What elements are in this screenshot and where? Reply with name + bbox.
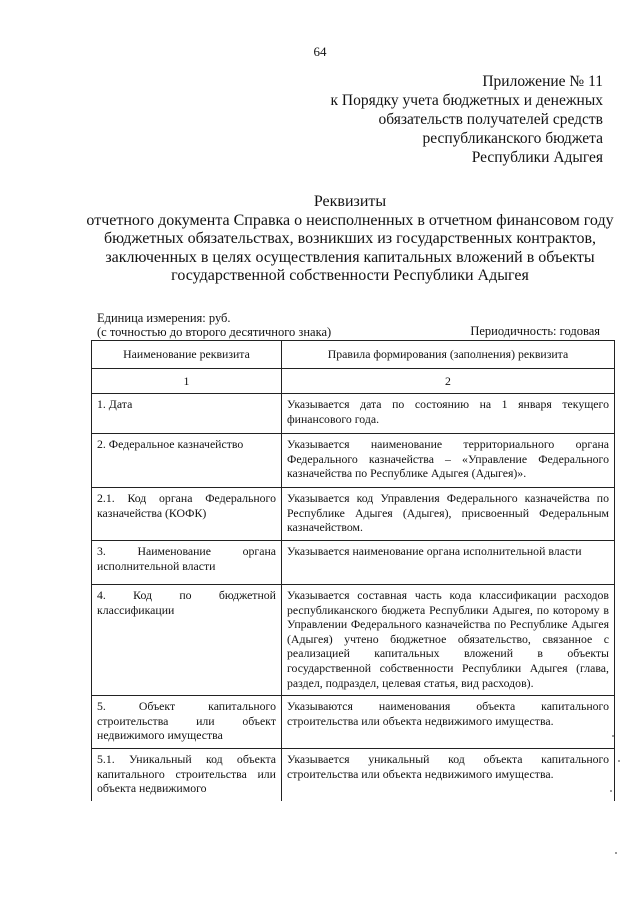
requisite-name: 5. Объект капитального строительства или объект недвижимого имущества bbox=[92, 696, 282, 749]
table-row bbox=[92, 584, 615, 695]
table-row bbox=[92, 488, 615, 541]
table-row bbox=[92, 748, 615, 800]
appendix-line: обязательств получателей средств bbox=[378, 111, 603, 128]
scan-speck bbox=[618, 760, 620, 762]
title-line: Реквизиты bbox=[313, 193, 387, 210]
appendix-line: Республики Адыгея bbox=[471, 149, 603, 166]
column-header: Наименование реквизита bbox=[92, 341, 282, 369]
table-row bbox=[92, 434, 615, 488]
requisite-rule: Указываются наименования объекта капитального строительства или объекта недвижимого имущества. bbox=[282, 696, 615, 749]
requisite-name: 3. Наименование органа исполнительной власти bbox=[92, 540, 282, 584]
column-number: 1 bbox=[92, 368, 282, 394]
appendix-line: Приложение № 11 bbox=[482, 73, 603, 90]
document-title bbox=[80, 193, 620, 286]
column-header: Правила формирования (заполнения) реквизита bbox=[282, 341, 615, 369]
requisite-name: 2.1. Код органа Федерального казначейства (КОФК) bbox=[92, 488, 282, 541]
title-line: бюджетных обязательствах, возникших из государственных контрактов, bbox=[103, 230, 597, 247]
requisites-table bbox=[91, 340, 615, 801]
title-line: государственной собственности Республики Адыгея bbox=[171, 267, 529, 284]
requisite-name: 2. Федеральное казначейство bbox=[92, 434, 282, 488]
column-number: 2 bbox=[282, 368, 615, 394]
column-number-row bbox=[92, 368, 615, 394]
requisite-name: 5.1. Уникальный код объекта капитального строительства или объекта недвижимого bbox=[92, 748, 282, 800]
requisite-rule: Указывается код Управления Федерального казначейства по Республике Адыгея (Адыгея), присвоенный Федеральным казначейством. bbox=[282, 488, 615, 541]
requisite-name: 4. Код по бюджетной классификации bbox=[92, 584, 282, 695]
appendix-line: к Порядку учета бюджетных и денежных bbox=[330, 92, 603, 109]
requisite-rule: Указывается уникальный код объекта капитального строительства или объекта недвижимого имущества. bbox=[282, 748, 615, 800]
units-line: (с точностью до второго десятичного знака) bbox=[97, 325, 332, 339]
requisite-name: 1. Дата bbox=[92, 394, 282, 434]
table-row bbox=[92, 540, 615, 584]
requisite-rule: Указывается дата по состоянию на 1 января текущего финансового года. bbox=[282, 394, 615, 434]
title-line: заключенных в целях осуществления капитальных вложений в объекты bbox=[105, 248, 595, 266]
title-line: отчетного документа Справка о неисполненных в отчетном финансовом году bbox=[86, 211, 614, 229]
requisite-rule: Указывается наименование органа исполнительной власти bbox=[282, 540, 615, 584]
table-row bbox=[92, 394, 615, 434]
scan-speck bbox=[615, 852, 617, 854]
scan-speck bbox=[612, 735, 614, 737]
scan-speck bbox=[610, 790, 612, 792]
table-row bbox=[92, 696, 615, 749]
appendix-line: республиканского бюджета bbox=[422, 130, 603, 147]
units-note bbox=[97, 311, 331, 339]
units-line: Единица измерения: руб. bbox=[97, 311, 231, 325]
requisite-rule: Указывается составная часть кода классификации расходов республиканского бюджета Республики Адыгея, по которому в Управлении Федерального казначейства по Республике Адыгея (Адыгея) учтено бюджетное обязательство, связанное с реализацией капитальных вложений в объекты государственной собственности Республики Адыгея (глава, раздел, подраздел, целевая статья, вид расходов). bbox=[282, 584, 615, 695]
periodicity: Периодичность: годовая bbox=[470, 324, 600, 338]
appendix-heading bbox=[330, 72, 603, 167]
table-header-row bbox=[92, 341, 615, 369]
page-number: 64 bbox=[313, 44, 327, 59]
requisite-rule: Указывается наименование территориального органа Федерального казначейства – «Управление Федерального казначейства по Республике Адыгея (Адыгея)». bbox=[282, 434, 615, 488]
